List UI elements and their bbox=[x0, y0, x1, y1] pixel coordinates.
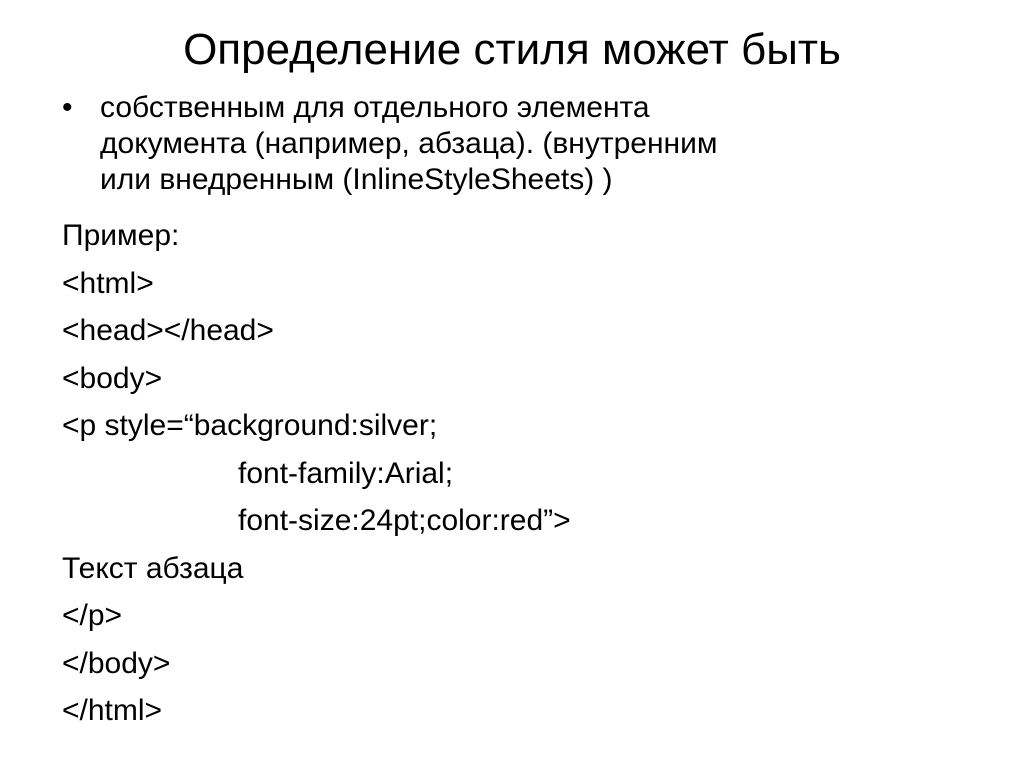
code-line: </html> bbox=[62, 694, 163, 727]
slide-title: Определение стиля может быть bbox=[183, 25, 841, 74]
bullet-item bbox=[62, 90, 962, 198]
bullet-list bbox=[62, 90, 962, 198]
code-line: font-size:24pt;color:red”> bbox=[238, 504, 571, 537]
code-line: </body> bbox=[62, 646, 171, 680]
code-line: <head></head> bbox=[62, 314, 274, 347]
code-line: Текст абзаца bbox=[62, 551, 244, 585]
bullet-marker: • bbox=[62, 91, 73, 124]
code-line: <body> bbox=[62, 361, 163, 395]
bullet-text-line: документа (например, абзаца). (внутренним bbox=[100, 127, 718, 160]
bullet-text-line: собственным для отдельного элемента bbox=[100, 91, 650, 124]
code-line: <p style=“background:silver; bbox=[62, 409, 438, 442]
bullet-text-line: или внедренным (InlineStyleSheets) ) bbox=[100, 163, 613, 196]
code-line: <html> bbox=[62, 266, 154, 300]
code-line: </p> bbox=[62, 599, 123, 632]
code-line: font-family:Arial; bbox=[238, 456, 454, 490]
example-label: Пример: bbox=[62, 219, 180, 252]
example-block bbox=[62, 212, 982, 735]
